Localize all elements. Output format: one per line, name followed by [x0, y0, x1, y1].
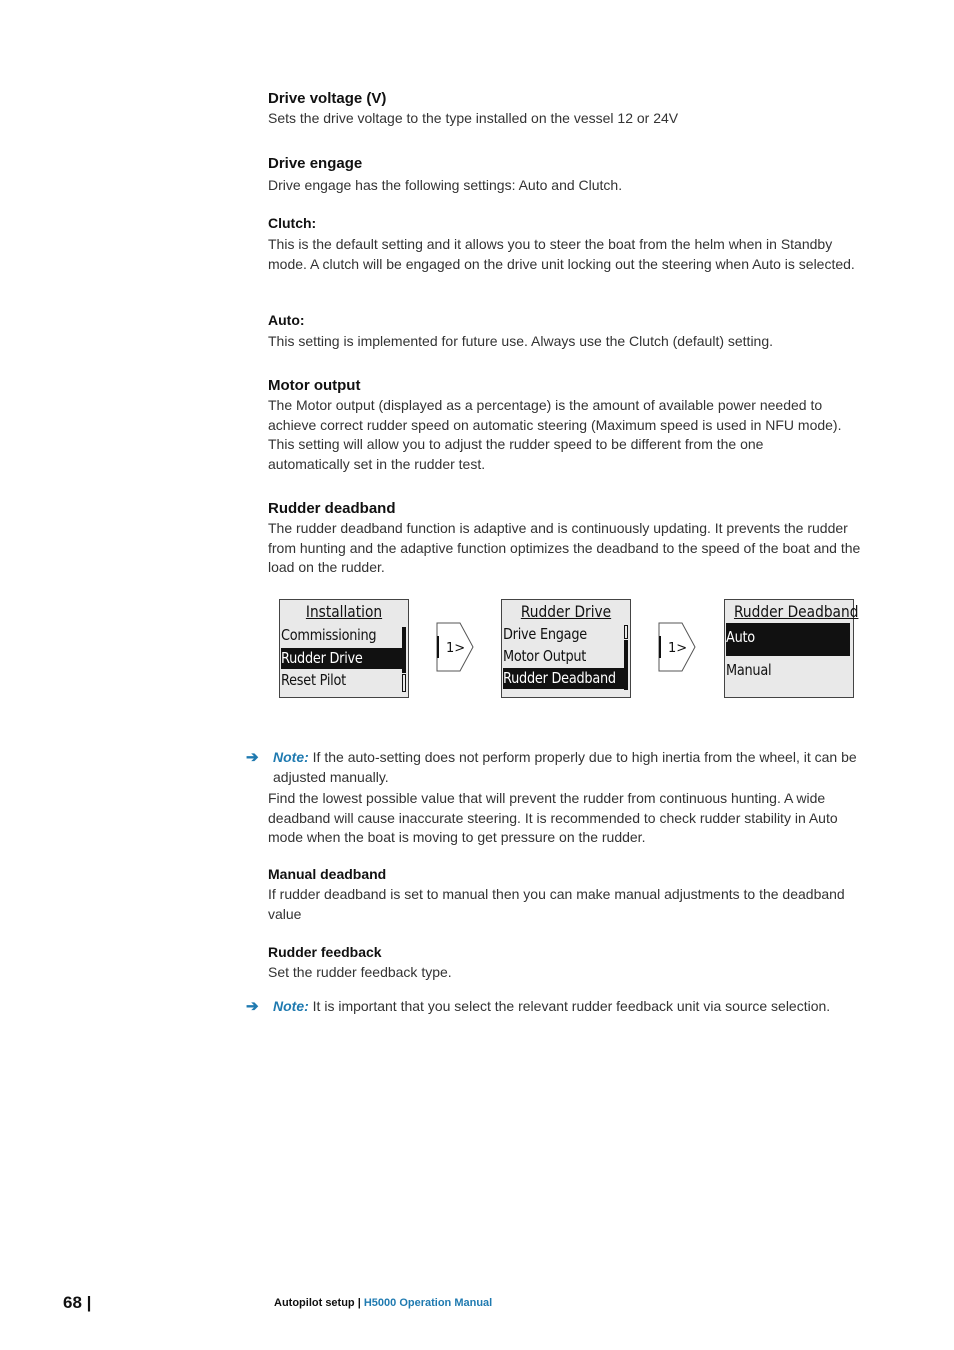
- section-drive-engage: [268, 154, 868, 196]
- footer: [274, 1297, 492, 1309]
- lcd-selected-label: Auto: [726, 628, 755, 646]
- note-text: [273, 997, 868, 1017]
- text-motor-output: The Motor output (displayed as a percentage) is the amount of available power needed to achieve correct rudder speed on automatic steering (Maximum speed is used in NFU mode). This setting will allow you to adjust the rudder speed to be different from the one automatically set in the rudder test.: [268, 397, 842, 472]
- heading-clutch: Clutch:: [268, 215, 317, 231]
- lcd-title: Installation: [305, 602, 383, 621]
- section-clutch: [268, 214, 868, 274]
- lcd-menu-item: Manual: [726, 661, 772, 679]
- lcd-selected-item: [726, 623, 850, 656]
- footer-chapter: Autopilot setup |: [274, 1297, 364, 1309]
- lcd-selected-item: [281, 648, 402, 669]
- text-rudder-deadband: The rudder deadband function is adaptive and is continuously updating. It prevents the rudder from hunting and the adaptive function optimizes the deadband to the speed of the boat and the load on the rudder.: [268, 520, 861, 575]
- text-manual-deadband: If rudder deadband is set to manual then you can make manual adjustments to the deadband value: [268, 886, 845, 922]
- lcd-title: Rudder Deadband: [733, 602, 859, 621]
- lcd-title: Rudder Drive: [520, 602, 612, 621]
- section-motor-output: [268, 376, 848, 474]
- lcd-menu-item: Reset Pilot: [281, 671, 346, 689]
- text-drive-voltage: Sets the drive voltage to the type installed on the vessel 12 or 24V: [268, 110, 679, 126]
- text-drive-engage: Drive engage has the following settings: Auto and Clutch.: [268, 177, 623, 193]
- lcd-screen-rudder-deadband: [724, 599, 859, 698]
- lcd-selected-label: Rudder Deadband: [503, 669, 616, 687]
- note-body: It is important that you select the relevant rudder feedback unit via source selection.: [308, 998, 831, 1014]
- lcd-scrollbar-track: [402, 674, 406, 692]
- section-manual-deadband: [268, 865, 868, 924]
- next-arrow-icon: [436, 622, 474, 672]
- next-arrow-icon: [658, 622, 696, 672]
- arrow-label: 1>: [446, 641, 466, 656]
- lcd-selected-item: [503, 668, 626, 689]
- page-number: 68 |: [63, 1293, 92, 1312]
- note-text: [273, 748, 868, 787]
- lcd-menu-item: Motor Output: [503, 647, 587, 665]
- note-body: If the auto-setting does not perform properly due to high inertia from the wheel, it can be adjusted manually.: [273, 749, 857, 785]
- lcd-menu-item: Commissioning: [281, 626, 377, 644]
- section-rudder-feedback: [268, 943, 868, 983]
- lcd-screen-installation: [279, 599, 409, 698]
- lcd-screen-rudder-drive: [501, 599, 631, 698]
- arrow-label: 1>: [668, 641, 688, 656]
- lcd-scrollbar: [624, 640, 628, 690]
- text-clutch: This is the default setting and it allows you to steer the boat from the helm when in Standby mode. A clutch will be engaged on the drive unit locking out the steering when Auto is selected.: [268, 236, 855, 272]
- note-arrow-icon: ➔: [246, 998, 259, 1015]
- section-rudder-deadband: [268, 499, 868, 578]
- lcd-menu-item: Drive Engage: [503, 625, 587, 643]
- heading-drive-engage: Drive engage: [268, 155, 363, 172]
- heading-auto: Auto:: [268, 312, 305, 328]
- note-label: Note:: [273, 749, 309, 765]
- footer-manual-title: H5000 Operation Manual: [363, 1297, 493, 1309]
- text-find-lowest: Find the lowest possible value that will prevent the rudder from continuous hunting. A wide deadband will cause inaccurate steering. It is recommended to check rudder stability in Auto mode when the boat is moving to get pressure on the rudder.: [268, 790, 838, 845]
- note-label: Note:: [273, 998, 309, 1014]
- heading-rudder-feedback: Rudder feedback: [268, 944, 382, 960]
- note-arrow-icon: ➔: [246, 749, 259, 766]
- heading-manual-deadband: Manual deadband: [268, 866, 387, 882]
- heading-drive-voltage: Drive voltage (V): [268, 90, 387, 107]
- section-auto: [268, 311, 868, 352]
- lcd-scrollbar-track: [624, 625, 628, 639]
- text-rudder-feedback: Set the rudder feedback type.: [268, 964, 452, 980]
- note-auto-setting: [246, 748, 868, 787]
- lcd-selected-label: Rudder Drive: [281, 649, 363, 667]
- text-auto: This setting is implemented for future use. Always use the Clutch (default) setting.: [268, 333, 774, 349]
- lcd-scrollbar: [402, 627, 406, 673]
- heading-rudder-deadband: Rudder deadband: [268, 500, 396, 517]
- section-drive-voltage: [268, 89, 868, 129]
- heading-motor-output: Motor output: [268, 377, 361, 394]
- paragraph-find-lowest: [268, 789, 868, 848]
- note-rudder-feedback: [246, 997, 868, 1017]
